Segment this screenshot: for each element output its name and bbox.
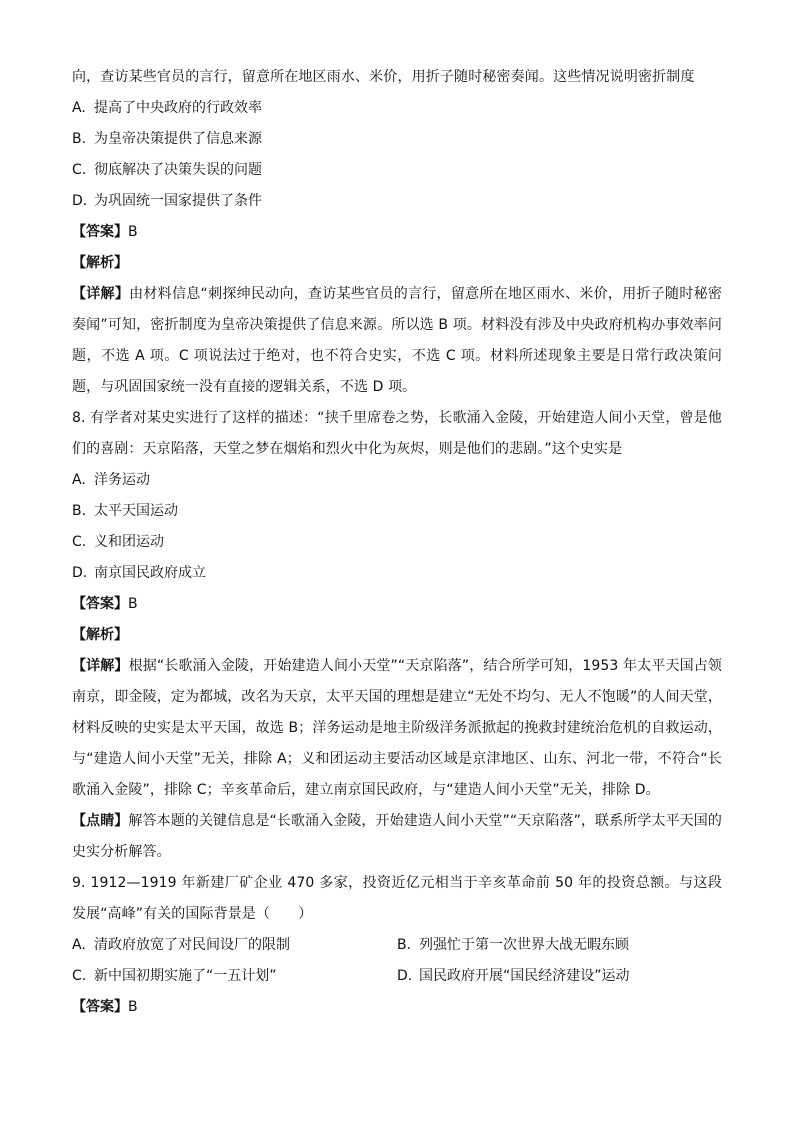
option-letter: B. bbox=[72, 503, 87, 519]
q9-options-row-2 bbox=[72, 961, 722, 992]
q8-detail bbox=[72, 651, 722, 806]
option-letter: A. bbox=[72, 472, 86, 488]
option-letter: D. bbox=[72, 565, 88, 581]
q9-answer bbox=[72, 992, 722, 1023]
answer-value: B bbox=[128, 999, 138, 1015]
option-letter: A. bbox=[72, 937, 86, 953]
answer-tag: 【答案】 bbox=[72, 224, 128, 240]
q9-options-row-1 bbox=[72, 930, 722, 961]
option-text: 洋务运动 bbox=[94, 472, 150, 488]
q8-option-b bbox=[72, 496, 722, 527]
option-letter: B. bbox=[397, 937, 412, 953]
q9-option-c bbox=[72, 961, 397, 992]
q8-option-d bbox=[72, 558, 722, 589]
q9-stem: 9. 1912—1919 年新建厂矿企业 470 多家，投资近亿元相当于辛亥革命前 50 年的投资总额。与这段发展“高峰”有关的国际背景是（ ） bbox=[72, 875, 722, 922]
option-text: 新中国初期实施了“一五计划” bbox=[94, 968, 277, 984]
detail-tag: 【详解】 bbox=[72, 286, 130, 302]
q7-answer bbox=[72, 217, 722, 248]
q7-option-a bbox=[72, 93, 722, 124]
q8-option-a bbox=[72, 465, 722, 496]
option-letter: C. bbox=[72, 534, 87, 550]
q7-detail bbox=[72, 279, 722, 403]
option-text: 清政府放宽了对民间设厂的限制 bbox=[94, 937, 290, 953]
comment-tag: 【点睛】 bbox=[72, 813, 129, 829]
option-letter: A. bbox=[72, 100, 86, 116]
option-text: 为皇帝决策提供了信息来源 bbox=[94, 131, 262, 147]
q8-option-c bbox=[72, 527, 722, 558]
analysis-tag: 【解析】 bbox=[72, 627, 128, 643]
q7-option-d bbox=[72, 186, 722, 217]
answer-value: B bbox=[128, 224, 138, 240]
analysis-tag: 【解析】 bbox=[72, 255, 128, 271]
option-letter: B. bbox=[72, 131, 87, 147]
detail-text: 由材料信息“刺探绅民动向，查访某些官员的言行，留意所在地区雨水、米价，用折子随时秘密奏闻”可知，密折制度为皇帝决策提供了信息来源。所以选 B 项。材料没有涉及中央政府机构办事效率问题，不选 A 项。C 项说法过于绝对，也不符合史实，不选 C 项。材料所述现象主要是日常行政决策问题，与巩固国家统一没有直接的逻辑关系，不选 D 项。 bbox=[72, 286, 722, 395]
q9-option-a bbox=[72, 930, 397, 961]
q7-stem-tail: 向，查访某些官员的言行，留意所在地区雨水、米价，用折子随时秘密奏闻。这些情况说明密折制度 bbox=[72, 69, 695, 85]
option-text: 为巩固统一国家提供了条件 bbox=[94, 193, 262, 209]
option-letter: C. bbox=[72, 162, 87, 178]
answer-tag: 【答案】 bbox=[72, 999, 128, 1015]
q7-option-b bbox=[72, 124, 722, 155]
q7-option-c bbox=[72, 155, 722, 186]
q7-analysis-heading bbox=[72, 248, 722, 279]
option-text: 南京国民政府成立 bbox=[94, 565, 206, 581]
detail-text: 根据“长歌涌入金陵，开始建造人间小天堂”“天京陷落”，结合所学可知，1953 年太平天国占领南京，即金陵，定为都城，改名为天京，太平天国的理想是建立“无处不均匀、无人不饱暖”的人间天堂，材料反映的史实是太平天国，故选 B；洋务运动是地主阶级洋务派掀起的挽救封建统治危机的自救运动，与“建造人间小天堂”无关，排除 A；义和团运动主要活动区域是京津地区、山东、河北一带，不符合“长歌涌入金陵”，排除 C；辛亥革命后，建立南京国民政府，与“建造人间小天堂”无关，排除 D。 bbox=[72, 658, 722, 798]
document-page bbox=[72, 62, 722, 1023]
answer-tag: 【答案】 bbox=[72, 596, 128, 612]
q8-comment bbox=[72, 806, 722, 868]
option-text: 提高了中央政府的行政效率 bbox=[94, 100, 262, 116]
option-letter: D. bbox=[72, 193, 88, 209]
comment-text: 解答本题的关键信息是“长歌涌入金陵，开始建造人间小天堂”“天京陷落”，联系所学太平天国的史实分析解答。 bbox=[72, 813, 722, 860]
option-text: 列强忙于第一次世界大战无暇东顾 bbox=[419, 937, 629, 953]
option-text: 彻底解决了决策失误的问题 bbox=[94, 162, 262, 178]
answer-value: B bbox=[128, 596, 138, 612]
q8-stem: 8. 有学者对某史实进行了这样的描述：“挟千里席卷之势，长歌涌入金陵，开始建造人间小天堂，曾是他们的喜剧：天京陷落，天堂之梦在烟焰和烈火中化为灰烬，则是他们的悲剧。”这个史实是 bbox=[72, 410, 722, 457]
option-text: 义和团运动 bbox=[94, 534, 164, 550]
q9-option-d bbox=[397, 961, 722, 992]
detail-tag: 【详解】 bbox=[72, 658, 129, 674]
q8-answer bbox=[72, 589, 722, 620]
option-text: 太平天国运动 bbox=[94, 503, 178, 519]
q9-option-b bbox=[397, 930, 722, 961]
q8-analysis-heading bbox=[72, 620, 722, 651]
option-letter: D. bbox=[397, 968, 413, 984]
option-letter: C. bbox=[72, 968, 87, 984]
option-text: 国民政府开展“国民经济建设”运动 bbox=[419, 968, 630, 984]
